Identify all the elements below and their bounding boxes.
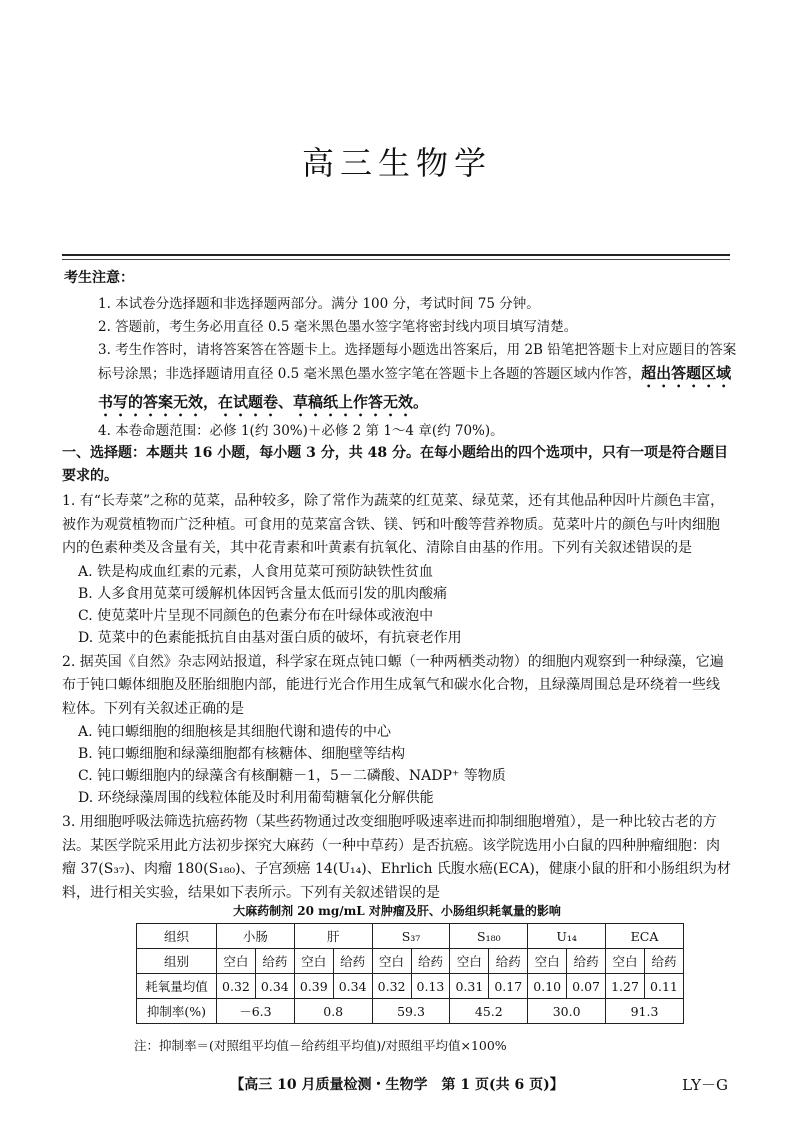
table-row-label: 抑制率(%) — [137, 999, 217, 1024]
table-group: 空白 — [216, 949, 255, 974]
table-cell: 0.13 — [411, 974, 450, 999]
table-group: 给药 — [567, 949, 606, 974]
table-row-groups — [137, 949, 684, 974]
table-cell: 0.39 — [294, 974, 333, 999]
question-2-stem: 2. 据英国《自然》杂志网站报道，科学家在斑点钝口螈（一种两栖类动物）的细胞内观察到一种绿藻，它遍布于钝口螈体细胞及胚胎细胞内部，能进行光合作用生成氧气和碳水化合物，且绿藻周围总是环绕着一些线粒体。下列有关叙述正确的是 — [62, 653, 724, 717]
oxygen-table — [136, 923, 684, 1024]
table-cell: 91.3 — [606, 999, 684, 1024]
table-tissue: 小肠 — [216, 924, 294, 949]
table-group: 空白 — [294, 949, 333, 974]
section-heading: 一、选择题：本题共 16 小题，每小题 3 分，共 48 分。在每小题给出的四个选项中，只有一项是符合题目要求的。 — [62, 445, 728, 484]
question-2-option-d: D. 环绕绿藻周围的线粒体能及时利用葡萄糖氧化分解供能 — [78, 790, 434, 806]
table-row-oxygen — [137, 974, 684, 999]
page-title: 高三生物学 — [301, 144, 492, 182]
question-2-option-b: B. 钝口螈细胞和绿藻细胞都有核糖体、细胞壁等结构 — [78, 746, 406, 762]
notice-item-3-emphasis: 超出答题区域书写的答案无效，在试题卷、草稿纸上作答无效。 — [98, 364, 732, 411]
table-caption: 大麻药制剂 20 mg/mL 对肿瘤及肝、小肠组织耗氧量的影响 — [233, 904, 561, 918]
notice-heading: 考生注意： — [64, 270, 134, 286]
exam-notice — [64, 267, 744, 443]
question-1-option-c: C. 使苋菜叶片呈现不同颜色的色素分布在叶绿体或液泡中 — [78, 607, 434, 624]
table-group: 空白 — [528, 949, 567, 974]
question-1 — [62, 490, 732, 649]
table-cell: 1.27 — [606, 974, 645, 999]
table-group: 空白 — [606, 949, 645, 974]
table-cell: 0.10 — [528, 974, 567, 999]
table-row-tissues — [137, 924, 684, 949]
choice-section — [62, 442, 732, 905]
page-footer: 【高三 10 月质量检测・生物学 第 1 页(共 6 页)】 — [230, 1077, 564, 1093]
question-1-option-b: B. 人多食用苋菜可缓解机体因钙含量太低而引发的肌肉酸痛 — [78, 585, 448, 602]
notice-item-2: 2. 答题前，考生务必用直径 0.5 毫米黑色墨水签字笔将密封线内项目填写清楚。 — [98, 319, 578, 335]
table-cell: 45.2 — [450, 999, 528, 1024]
table-cell: －6.3 — [216, 999, 294, 1024]
table-group: 给药 — [644, 949, 683, 974]
table-cell: 59.3 — [372, 999, 450, 1024]
table-group: 给药 — [411, 949, 450, 974]
table-tissue: S₃₇ — [372, 924, 450, 949]
paper-code: LY－G — [682, 1076, 728, 1094]
notice-item-4: 4. 本卷命题范围：必修 1(约 30%)＋必修 2 第 1～4 章(约 70%)。 — [98, 423, 504, 439]
table-row-label: 组别 — [137, 949, 217, 974]
table-group: 给药 — [489, 949, 528, 974]
table-row-label: 组织 — [137, 924, 217, 949]
question-2 — [62, 651, 732, 810]
table-cell: 0.32 — [372, 974, 411, 999]
table-row-inhibition — [137, 999, 684, 1024]
table-cell: 30.0 — [528, 999, 606, 1024]
table-cell: 0.34 — [333, 974, 372, 999]
question-2-option-c: C. 钝口螈细胞内的绿藻含有核酮糖－1，5－二磷酸、NADP⁺ 等物质 — [78, 768, 506, 784]
question-1-option-d: D. 苋菜中的色素能抵抗自由基对蛋白质的破坏，有抗衰老作用 — [78, 629, 462, 646]
question-1-stem: 1. 有“长寿菜”之称的苋菜，品种较多，除了常作为蔬菜的红苋菜、绿苋菜，还有其他品种因叶片颜色丰富，被作为观赏植物而广泛种植。可食用的苋菜富含铁、镁、钙和叶酸等营养物质。苋菜叶片的颜色与叶肉细胞内的色素种类及含量有关，其中花青素和叶黄素有抗氧化、清除自由基的作用。下列有关叙述错误的是 — [62, 493, 725, 556]
table-tissue: ECA — [606, 924, 684, 949]
table-note: 注：抑制率＝(对照组平均值－给药组平均值)/对照组平均值×100% — [134, 1038, 507, 1053]
table-group: 给药 — [255, 949, 294, 974]
table-cell: 0.32 — [216, 974, 255, 999]
table-row-label: 耗氧量均值 — [137, 974, 217, 999]
table-group: 空白 — [450, 949, 489, 974]
question-3 — [62, 811, 732, 905]
table-tissue: 肝 — [294, 924, 372, 949]
table-tissue: S₁₈₀ — [450, 924, 528, 949]
table-cell: 0.34 — [255, 974, 294, 999]
question-1-option-a: A. 铁是构成血红素的元素，人食用苋菜可预防缺铁性贫血 — [78, 563, 434, 580]
notice-item-3 — [64, 339, 744, 420]
table-cell: 0.11 — [644, 974, 683, 999]
table-group: 给药 — [333, 949, 372, 974]
header-divider-thin — [62, 259, 730, 260]
table-tissue: U₁₄ — [528, 924, 606, 949]
table-cell: 0.8 — [294, 999, 372, 1024]
notice-item-3-text: 3. 考生作答时，请将答案答在答题卡上。选择题每小题选出答案后，用 2B 铅笔把答题卡上对应题目的答案标号涂黑；非选择题请用直径 0.5 毫米黑色墨水签字笔在答题卡上各题的答题区域内作答， — [98, 342, 737, 382]
header-divider — [62, 254, 730, 256]
notice-item-1: 1. 本试卷分选择题和非选择题两部分。满分 100 分，考试时间 75 分钟。 — [98, 296, 540, 312]
question-3-stem: 3. 用细胞呼吸法筛选抗癌药物（某些药物通过改变细胞呼吸速率进而抑制细胞增殖），是一种比较古老的方法。某医学院采用此方法初步探究大麻药（一种中草药）是否抗癌。该学院选用小白鼠的四种肿瘤细胞：肉瘤 37(S₃₇)、肉瘤 180(S₁₈₀)、子宫颈癌 14(U₁₄)、Ehrlich 氏腹水癌(ECA)，健康小鼠的肝和小肠组织为材料，进行相关实验，结果如下表所示。下列有关叙述错误的是 — [62, 814, 731, 901]
table-cell: 0.07 — [567, 974, 606, 999]
table-cell: 0.31 — [450, 974, 489, 999]
question-2-option-a: A. 钝口螈细胞的细胞核是其细胞代谢和遗传的中心 — [78, 724, 392, 740]
table-group: 空白 — [372, 949, 411, 974]
table-cell: 0.17 — [489, 974, 528, 999]
